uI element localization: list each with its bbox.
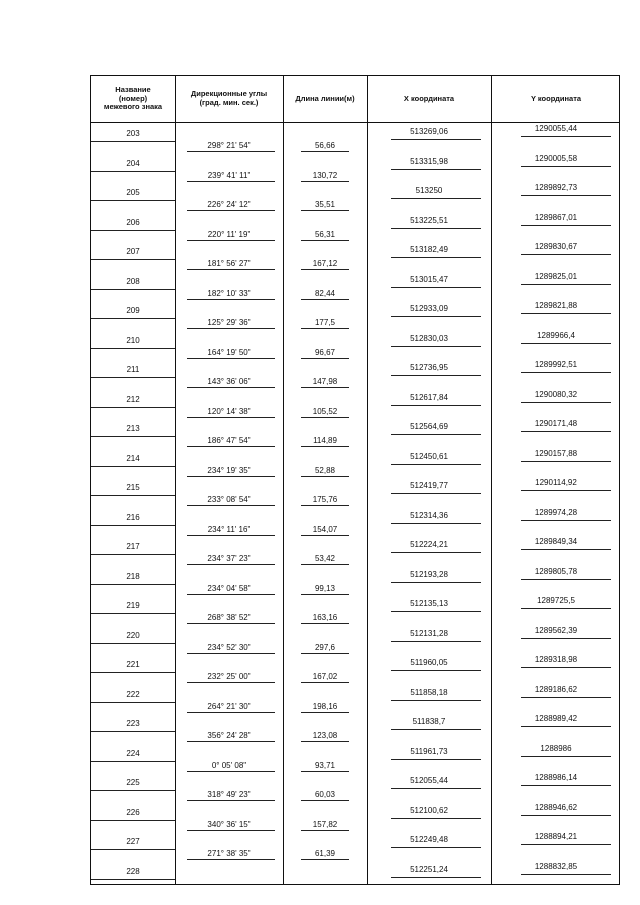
row-rule [301, 505, 349, 506]
segment-angle: 232° 25' 00" [207, 672, 251, 681]
row-rule [521, 343, 611, 344]
segment-length: 175,76 [312, 495, 338, 504]
segment-length: 35,51 [314, 200, 336, 209]
row-rule [391, 611, 481, 612]
point-y: 1288986 [540, 743, 572, 753]
row-rule [187, 623, 275, 624]
segment-length: 61,39 [314, 849, 336, 858]
row-rule [391, 552, 481, 553]
row-rule [391, 788, 481, 789]
segment-angle: 181° 56' 27" [207, 259, 251, 268]
row-rule [301, 535, 349, 536]
point-y: 1290114,92 [535, 478, 577, 487]
row-rule [301, 387, 349, 388]
segment-length: 167,02 [312, 672, 338, 681]
row-rule [391, 877, 481, 878]
row-rule [187, 535, 275, 536]
row-rule [91, 289, 175, 290]
row-rule [91, 259, 175, 260]
row-rule [521, 726, 611, 727]
row-rule [91, 702, 175, 703]
row-rule [91, 849, 175, 850]
row-rule [391, 287, 481, 288]
row-rule [301, 269, 349, 270]
point-y: 1290157,88 [534, 448, 578, 458]
row-rule [391, 228, 481, 229]
row-rule [521, 136, 611, 137]
segment-angle: 0° 05' 08" [211, 760, 247, 770]
point-y: 1289830,67 [534, 242, 578, 251]
row-rule [521, 461, 611, 462]
row-rule [91, 171, 175, 172]
point-name: 204 [126, 158, 140, 168]
row-rule [91, 200, 175, 201]
row-rule [301, 476, 349, 477]
row-rule [91, 495, 175, 496]
row-rule [391, 759, 481, 760]
segment-length: 198,16 [312, 701, 338, 711]
row-rule [91, 613, 175, 614]
row-rule [521, 195, 611, 196]
row-rule [391, 316, 481, 317]
point-x: 512933,09 [410, 304, 448, 313]
point-x: 512100,62 [410, 805, 448, 815]
coordinates-table [90, 75, 620, 885]
row-rule [301, 771, 349, 772]
point-y: 1289867,01 [534, 212, 578, 222]
segment-angle: 220° 11' 19" [207, 229, 251, 239]
row-rule [187, 476, 275, 477]
row-rule [521, 284, 611, 285]
point-name: 228 [126, 866, 140, 876]
segment-length: 56,66 [314, 141, 336, 150]
row-rule [301, 299, 349, 300]
segment-length: 53,42 [314, 554, 336, 563]
point-name: 211 [126, 365, 140, 374]
row-rule [187, 830, 275, 831]
segment-angle: 239° 41' 11" [207, 170, 251, 180]
point-x: 512193,28 [410, 569, 448, 579]
segment-angle: 234° 37' 23" [207, 554, 251, 563]
row-rule [187, 181, 275, 182]
row-rule [391, 847, 481, 848]
point-y: 1289821,88 [534, 301, 578, 310]
row-rule [391, 523, 481, 524]
segment-angle: 234° 19' 35" [207, 465, 251, 475]
point-name: 217 [126, 542, 140, 551]
point-y: 1288894,21 [534, 832, 578, 841]
row-rule [301, 859, 349, 860]
row-rule [301, 800, 349, 801]
point-x: 513182,49 [410, 245, 448, 254]
row-rule [301, 712, 349, 713]
row-rule [91, 377, 175, 378]
segment-length: 154,07 [312, 524, 338, 534]
row-rule [301, 240, 349, 241]
row-rule [391, 257, 481, 258]
row-rule [301, 358, 349, 359]
point-y: 1290080,32 [534, 389, 578, 399]
segment-angle: 125° 29' 36" [207, 318, 251, 327]
row-rule [91, 348, 175, 349]
segment-length: 167,12 [312, 259, 338, 268]
segment-angle: 234° 04' 58" [207, 583, 251, 593]
header-length: Длина линии(м) [295, 93, 355, 103]
row-rule [187, 653, 275, 654]
segment-angle: 268° 38' 52" [207, 613, 251, 622]
point-name: 223 [126, 719, 140, 728]
point-y: 1289992,51 [534, 360, 578, 369]
point-x: 512564,69 [410, 422, 448, 431]
row-rule [391, 375, 481, 376]
point-y: 1288989,42 [534, 714, 578, 723]
row-rule [301, 328, 349, 329]
row-rule [391, 818, 481, 819]
point-y: 1289825,01 [534, 271, 578, 281]
row-rule [91, 761, 175, 762]
point-name: 207 [126, 247, 140, 256]
row-rule [301, 623, 349, 624]
segment-angle: 164° 19' 50" [207, 347, 251, 357]
header-x: X координата [403, 93, 455, 103]
table-header [90, 75, 620, 123]
row-rule [391, 198, 481, 199]
segment-angle: 186° 47' 54" [207, 436, 251, 445]
row-rule [301, 564, 349, 565]
segment-length: 114,89 [313, 436, 337, 445]
row-rule [521, 579, 611, 580]
row-rule [187, 682, 275, 683]
row-rule [521, 608, 611, 609]
segment-length: 130,72 [312, 170, 338, 180]
row-rule [521, 490, 611, 491]
point-x: 513225,51 [410, 215, 448, 225]
row-rule [187, 741, 275, 742]
point-y: 1288986,14 [534, 773, 578, 782]
point-y: 1288832,85 [534, 861, 578, 871]
row-rule [187, 151, 275, 152]
row-rule [187, 859, 275, 860]
row-rule [91, 141, 175, 142]
row-rule [187, 299, 275, 300]
row-rule [91, 790, 175, 791]
point-y: 1289966,4 [537, 330, 575, 340]
point-x: 511858,18 [410, 687, 448, 697]
segment-length: 93,71 [314, 760, 336, 770]
segment-length: 177,5 [314, 318, 336, 327]
segment-angle: 234° 52' 30" [207, 642, 251, 652]
point-x: 512830,03 [410, 333, 448, 343]
segment-angle: 182° 10' 33" [207, 288, 251, 298]
row-rule [521, 225, 611, 226]
row-rule [301, 741, 349, 742]
point-x: 513015,47 [410, 274, 448, 284]
row-rule [391, 641, 481, 642]
row-rule [301, 151, 349, 152]
row-rule [91, 230, 175, 231]
row-rule [521, 166, 611, 167]
segment-length: 163,16 [312, 613, 338, 622]
row-rule [521, 697, 611, 698]
row-rule [187, 240, 275, 241]
row-rule [187, 446, 275, 447]
point-y: 1289562,39 [534, 625, 578, 635]
point-name: 203 [126, 129, 140, 138]
row-rule [187, 358, 275, 359]
point-x: 513250 [415, 186, 443, 195]
row-rule [301, 446, 349, 447]
segment-angle: 356° 24' 28" [207, 731, 251, 740]
row-rule [91, 407, 175, 408]
row-rule [391, 434, 481, 435]
point-name: 215 [126, 483, 140, 492]
segment-length: 82,44 [314, 288, 336, 298]
segment-angle: 298° 21' 54" [207, 141, 251, 150]
row-rule [391, 670, 481, 671]
row-rule [391, 169, 481, 170]
point-name: 216 [126, 512, 140, 522]
row-rule [521, 874, 611, 875]
row-rule [521, 785, 611, 786]
point-name: 209 [126, 306, 140, 315]
point-y: 1289892,73 [534, 183, 578, 192]
point-x: 512135,13 [410, 599, 448, 608]
point-name: 219 [126, 601, 140, 610]
row-rule [301, 210, 349, 211]
row-rule [301, 594, 349, 595]
row-rule [301, 417, 349, 418]
row-rule [521, 844, 611, 845]
row-rule [521, 520, 611, 521]
point-x: 513315,98 [410, 156, 448, 166]
row-rule [187, 594, 275, 595]
segment-length: 52,88 [314, 465, 336, 475]
point-y: 1289318,98 [534, 655, 578, 664]
row-rule [391, 346, 481, 347]
row-rule [521, 667, 611, 668]
segment-angle: 143° 36' 06" [207, 377, 251, 386]
row-rule [91, 643, 175, 644]
row-rule [521, 254, 611, 255]
point-name: 213 [126, 424, 140, 433]
row-rule [91, 466, 175, 467]
segment-angle: 264° 21' 30" [207, 701, 251, 711]
point-name: 210 [126, 335, 140, 345]
point-name: 206 [126, 217, 140, 227]
row-rule [187, 800, 275, 801]
row-rule [301, 682, 349, 683]
segment-angle: 340° 36' 15" [207, 819, 251, 829]
row-rule [187, 505, 275, 506]
table-body [90, 123, 620, 885]
row-rule [91, 436, 175, 437]
row-rule [187, 712, 275, 713]
row-rule [521, 756, 611, 757]
point-name: 227 [126, 837, 140, 846]
row-rule [187, 269, 275, 270]
segment-length: 123,08 [312, 731, 338, 740]
segment-angle: 233° 08' 54" [207, 495, 251, 504]
point-x: 512314,36 [410, 510, 448, 520]
point-x: 512131,28 [410, 628, 448, 638]
row-rule [187, 328, 275, 329]
segment-angle: 318° 49' 23" [207, 790, 251, 799]
point-x: 512736,95 [410, 363, 448, 372]
point-name: 224 [126, 748, 140, 758]
segment-length: 60,03 [314, 790, 336, 799]
row-rule [521, 638, 611, 639]
row-rule [391, 729, 481, 730]
point-x: 512055,44 [410, 776, 448, 785]
point-name: 218 [126, 571, 140, 581]
point-y: 1290171,48 [534, 419, 578, 428]
row-rule [391, 582, 481, 583]
row-rule [301, 181, 349, 182]
point-x: 512251,24 [410, 864, 448, 874]
point-name: 221 [126, 660, 140, 669]
point-y: 1290005,58 [534, 153, 578, 163]
row-rule [187, 387, 275, 388]
segment-angle: 120° 14' 38" [207, 406, 251, 416]
row-rule [91, 672, 175, 673]
row-rule [91, 879, 175, 880]
point-x: 511960,05 [410, 658, 448, 667]
row-rule [91, 584, 175, 585]
row-rule [301, 830, 349, 831]
row-rule [521, 372, 611, 373]
row-rule [521, 431, 611, 432]
point-x: 512224,21 [410, 540, 448, 549]
segment-length: 297,6 [314, 642, 336, 652]
point-name: 226 [126, 807, 140, 817]
segment-length: 157,82 [312, 819, 338, 829]
header-name: Название (номер) межевого знака [103, 85, 163, 112]
segment-length: 147,98 [312, 377, 338, 386]
point-x: 512617,84 [410, 392, 448, 402]
segment-angle: 234° 11' 16" [207, 524, 251, 534]
point-name: 214 [126, 453, 140, 463]
point-name: 222 [126, 689, 140, 699]
row-rule [521, 549, 611, 550]
row-rule [521, 402, 611, 403]
point-y: 1289849,34 [534, 537, 578, 546]
point-x: 512450,61 [410, 451, 448, 461]
segment-length: 99,13 [314, 583, 336, 593]
point-x: 511838,7 [412, 717, 446, 726]
row-rule [91, 731, 175, 732]
row-rule [391, 464, 481, 465]
row-rule [187, 210, 275, 211]
point-name: 205 [126, 188, 140, 197]
segment-length: 96,67 [314, 347, 336, 357]
header-y: Y координата [530, 93, 582, 103]
point-x: 512249,48 [410, 835, 448, 844]
row-rule [391, 405, 481, 406]
point-y: 1289186,62 [534, 684, 578, 694]
point-y: 1288946,62 [534, 802, 578, 812]
point-x: 513269,06 [410, 127, 448, 136]
row-rule [521, 815, 611, 816]
point-y: 1290055,44 [534, 124, 578, 133]
row-rule [391, 493, 481, 494]
point-y: 1289725,5 [537, 596, 575, 605]
point-name: 208 [126, 276, 140, 286]
point-name: 220 [126, 630, 140, 640]
point-name: 225 [126, 778, 140, 787]
row-rule [187, 564, 275, 565]
row-rule [391, 700, 481, 701]
segment-angle: 271° 38' 35" [207, 849, 251, 858]
row-rule [187, 771, 275, 772]
point-y: 1289974,28 [534, 507, 578, 517]
header-angle: Дирекционные углы (град. мин. сек.) [190, 89, 268, 107]
point-x: 511961,73 [410, 746, 448, 756]
row-rule [91, 554, 175, 555]
segment-length: 105,52 [312, 406, 338, 416]
segment-length: 56,31 [314, 229, 336, 239]
row-rule [91, 820, 175, 821]
row-rule [521, 313, 611, 314]
segment-angle: 226° 24' 12" [207, 200, 251, 209]
row-rule [91, 318, 175, 319]
point-name: 212 [126, 394, 140, 404]
row-rule [91, 525, 175, 526]
point-x: 512419,77 [410, 481, 448, 490]
row-rule [391, 139, 481, 140]
point-y: 1289805,78 [534, 566, 578, 576]
row-rule [301, 653, 349, 654]
row-rule [187, 417, 275, 418]
